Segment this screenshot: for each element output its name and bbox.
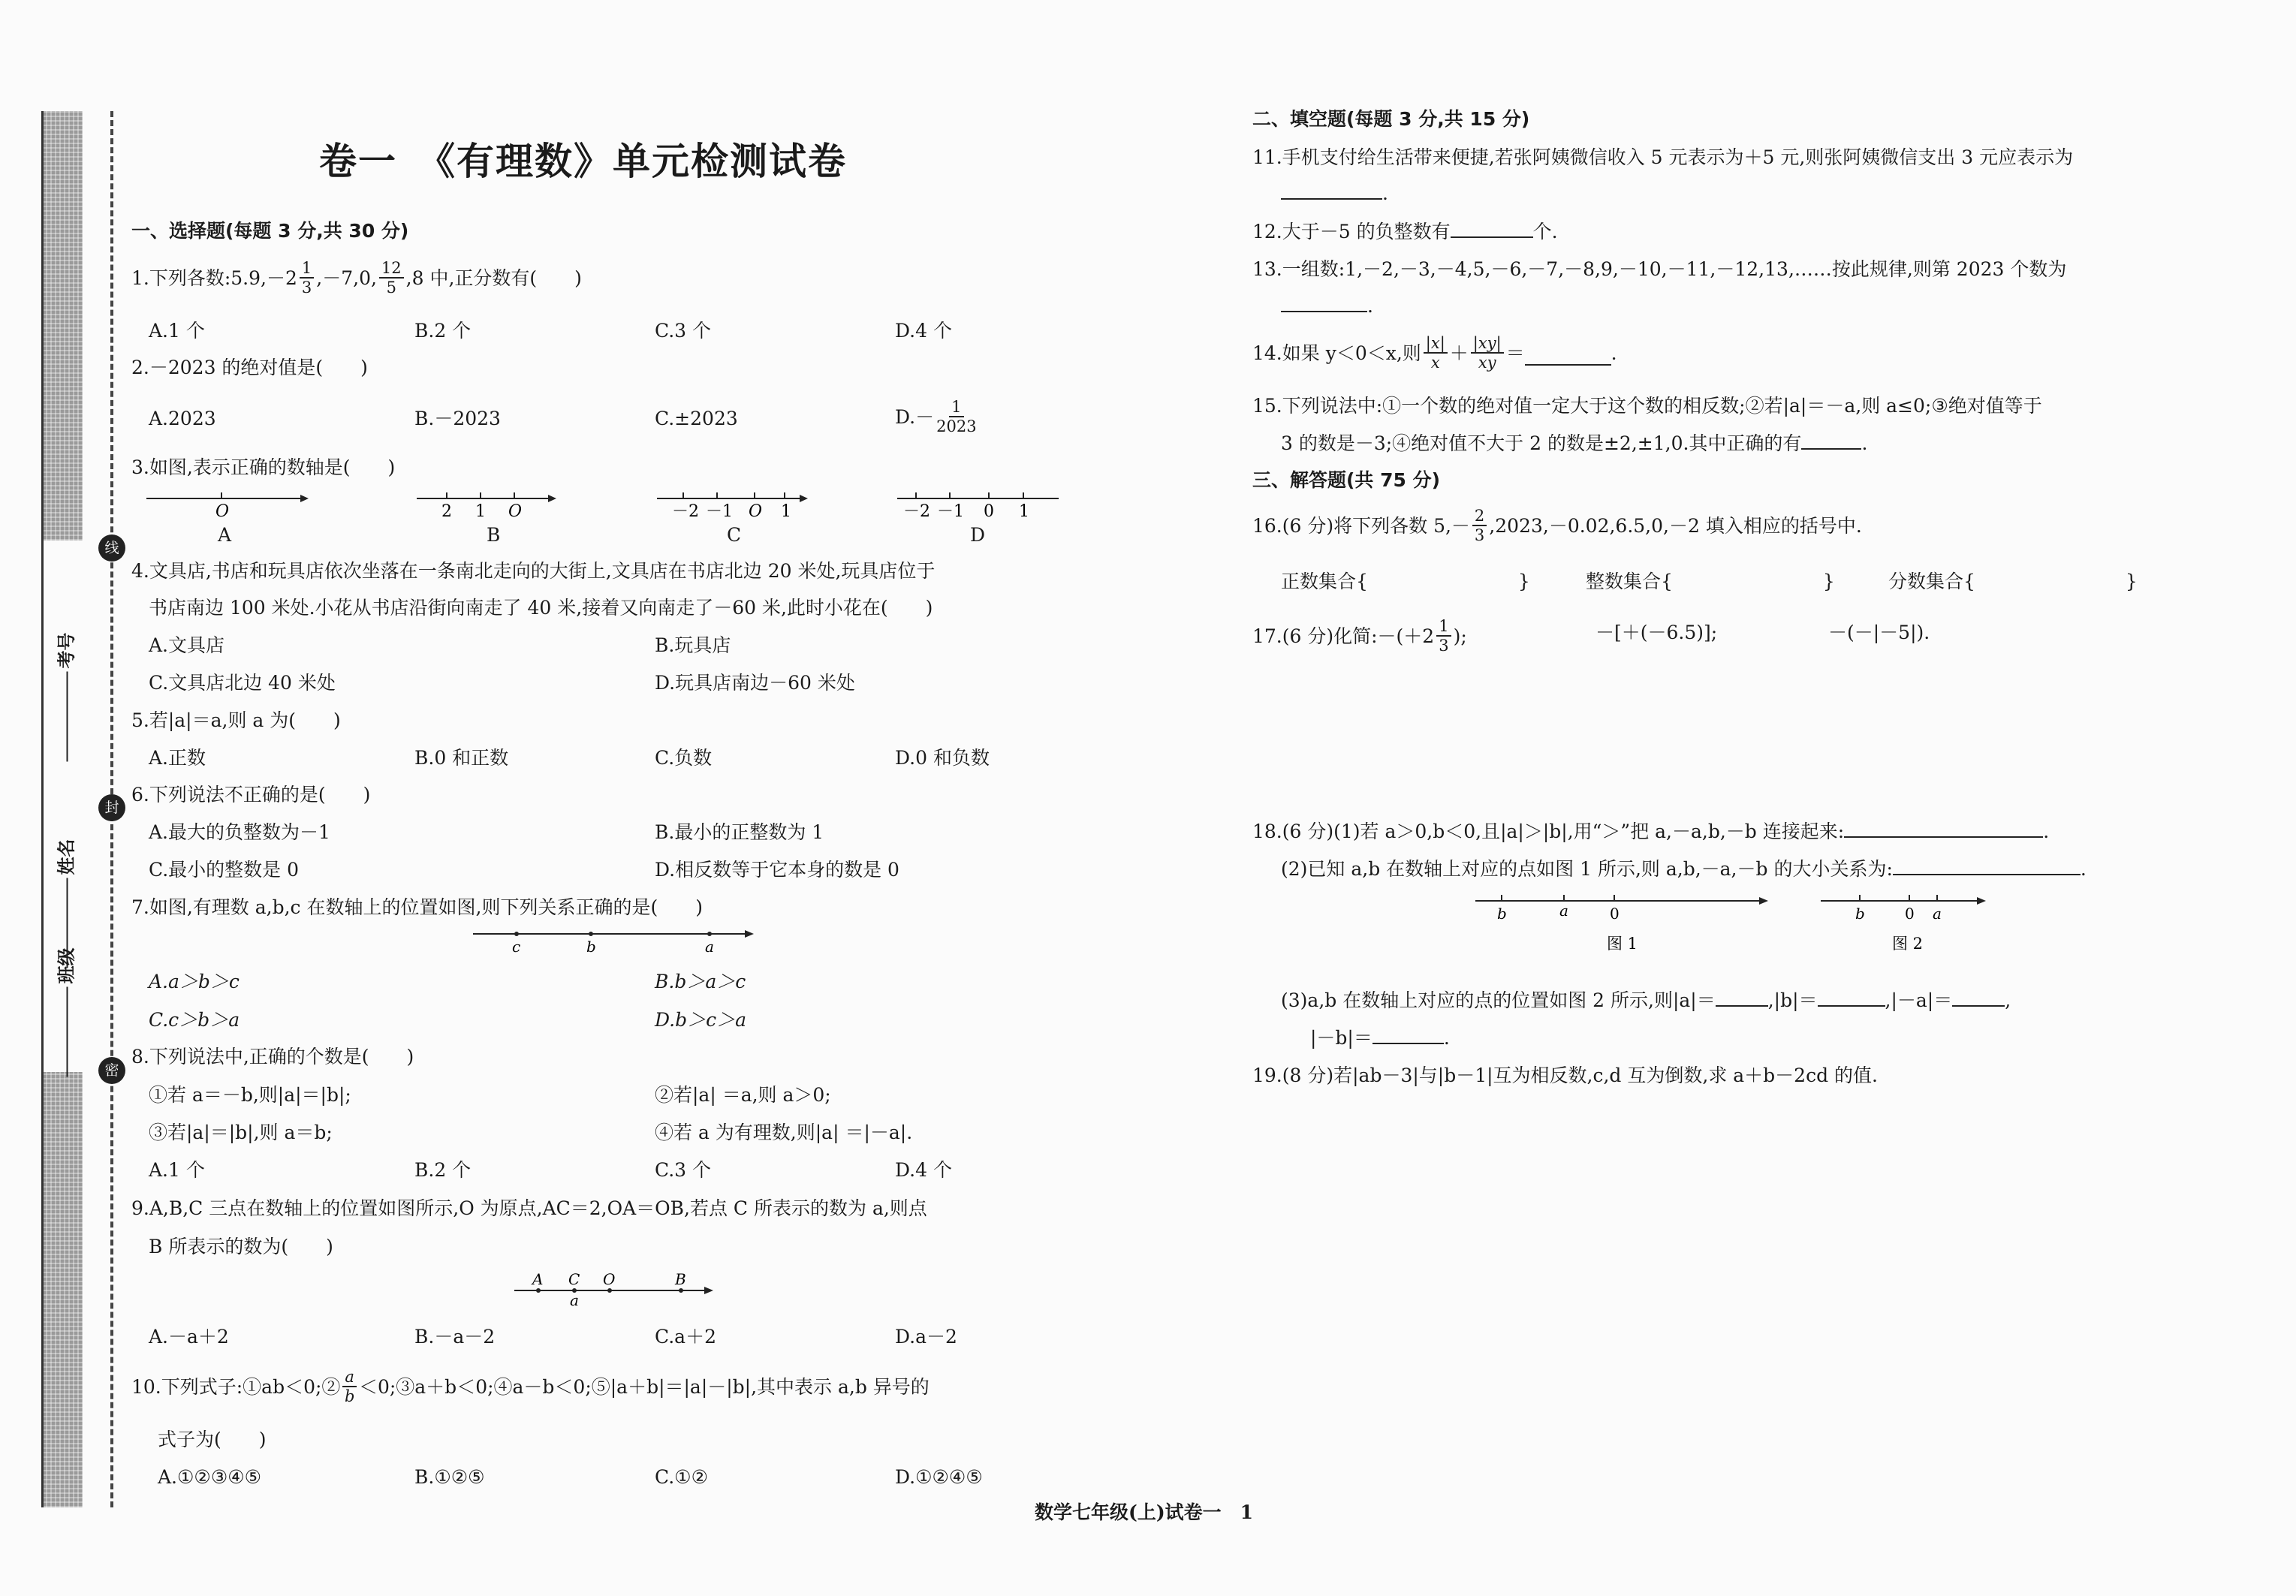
q17-expr-3: －(－|－5|). [1828, 622, 1930, 643]
q5-option-c[interactable]: C.负数 [655, 747, 713, 769]
q4-stem-line2: 书店南边 100 米处.小花从书店沿街向南走了 40 米,接着又向南走了－60 米,此时小花在( ) [149, 597, 933, 619]
q7-stem: 7.如图,有理数 a,b,c 在数轴上的位置如图,则下列关系正确的是( ) [131, 896, 703, 918]
q7-option-c[interactable]: C.c＞b＞a [149, 1009, 240, 1031]
exam-id-label: 考号 [56, 632, 77, 668]
page-footer: 数学七年级(上)试卷一 1 [1035, 1501, 1254, 1523]
q15-stem-line1: 15.下列说法中:①一个数的绝对值一定大于这个数的相反数;②若|a|＝－a,则 a≤0;③绝对值等于 [1252, 395, 2042, 417]
q3c-tick-1: 1 [781, 502, 791, 521]
q12-answer-blank[interactable] [1451, 235, 1533, 238]
q10-stem: 10.下列式子:①ab＜0;② $\frac{a}{b}$ ＜0;③a＋b＜0;④a－b＜0;⑤|a＋b|＝|a|－|b|,其中表示 a,b 异号的 [131, 1368, 930, 1406]
q16-fraction-set[interactable]: 分数集合{ } [1888, 571, 2138, 592]
q3-option-a[interactable]: A [218, 524, 232, 546]
q10-option-b[interactable]: B.①②⑤ [414, 1466, 485, 1488]
q6-option-d[interactable]: D.相反数等于它本身的数是 0 [655, 859, 899, 881]
q11-answer[interactable]: . [1281, 184, 1388, 203]
fig1-point-0: 0 [1610, 905, 1620, 923]
q3-axis-a [146, 488, 319, 533]
q2-option-c[interactable]: C.±2023 [655, 408, 738, 429]
class-field[interactable] [47, 946, 83, 1081]
q1-option-c[interactable]: C.3 个 [655, 320, 712, 342]
binding-strip-top [41, 111, 83, 541]
q10-option-a[interactable]: A.①②③④⑤ [158, 1466, 262, 1488]
q8-option-a[interactable]: A.1 个 [149, 1159, 205, 1181]
fig1-point-b: b [1497, 905, 1507, 923]
q8-option-b[interactable]: B.2 个 [414, 1159, 472, 1181]
q13-stem: 13.一组数:1,－2,－3,－4,5,－6,－7,－8,9,－10,－11,－12,13,……按此规律,则第 2023 个数为 [1252, 258, 2067, 280]
fig1-point-a: a [1559, 902, 1568, 920]
q9-value-a: a [570, 1291, 579, 1309]
q8-option-c[interactable]: C.3 个 [655, 1159, 712, 1181]
q9-stem-line2: B 所表示的数为( ) [149, 1236, 333, 1257]
q10-stem-line2: 式子为( ) [158, 1429, 267, 1450]
q9-point-b: B [675, 1270, 686, 1288]
q4-option-b[interactable]: B.玩具店 [655, 634, 731, 656]
q3-stem: 3.如图,表示正确的数轴是( ) [131, 456, 396, 478]
q5-stem: 5.若|a|＝a,则 a 为( ) [131, 709, 341, 731]
section-1-heading: 一、选择题(每题 3 分,共 30 分) [131, 220, 409, 242]
q11-stem: 11.手机支付给生活带来便捷,若张阿姨微信收入 5 元表示为＋5 元,则张阿姨微信支出 3 元应表示为 [1252, 146, 2074, 168]
q6-option-b[interactable]: B.最小的正整数为 1 [655, 821, 824, 843]
q9-point-a: A [532, 1270, 544, 1288]
q15-stem-line2: 3 的数是－3;④绝对值不大于 2 的数是±2,±1,0.其中正确的有 . [1281, 432, 1868, 454]
q14-answer-blank[interactable] [1525, 363, 1611, 366]
q9-point-c: C [568, 1270, 580, 1288]
q8-statement-1: ①若 a＝－b,则|a|＝|b|; [149, 1084, 351, 1106]
q3-axis-c [657, 488, 830, 533]
q18-abs-neg-b-blank[interactable] [1372, 1041, 1444, 1044]
q9-option-b[interactable]: B.－a－2 [414, 1326, 496, 1348]
exam-id-field[interactable] [47, 586, 83, 811]
q5-option-d[interactable]: D.0 和负数 [895, 747, 990, 769]
paper-title: 卷一 《有理数》单元检测试卷 [319, 140, 847, 183]
q1-stem: 1.下列各数:5.9,－2 $\frac{1}{3}$ ,－7,0, $\frac{12}{5}$ ,8 中,正分数有( ) [131, 259, 582, 297]
q7-point-a: a [705, 938, 714, 956]
seal-feng: 封 [98, 794, 125, 821]
q3d-tick-m2: －2 [903, 502, 930, 521]
q16-positive-set[interactable]: 正数集合{ } [1281, 571, 1530, 592]
q6-option-a[interactable]: A.最大的负整数为－1 [149, 821, 330, 843]
q9-stem-line1: 9.A,B,C 三点在数轴上的位置如图所示,O 为原点,AC＝2,OA＝OB,若点 C 所表示的数为 a,则点 [131, 1197, 927, 1219]
seal-mi: 密 [98, 1057, 125, 1084]
q3-option-d[interactable]: D [970, 524, 986, 546]
q18-part2-blank[interactable] [1893, 872, 2081, 875]
binding-strip-bottom [41, 1072, 83, 1507]
seal-xian: 线 [98, 535, 125, 562]
q17-expr-2: －[＋(－6.5)]; [1595, 622, 1718, 643]
q3c-tick-m1: －1 [706, 502, 733, 521]
q14-stem: 14.如果 y＜0＜x,则 $\frac{|x|}{x}$ ＋ $\frac{|xy|}{xy}$ ＝ . [1252, 334, 1617, 372]
q10-option-d[interactable]: D.①②④⑤ [895, 1466, 983, 1488]
q8-statement-3: ③若|a|＝|b|,则 a＝b; [149, 1122, 333, 1143]
q3d-tick-1: 1 [1019, 502, 1029, 521]
q5-option-a[interactable]: A.正数 [149, 747, 206, 769]
q15-answer-blank[interactable] [1801, 447, 1861, 450]
q9-option-c[interactable]: C.a＋2 [655, 1326, 716, 1348]
q7-number-line [473, 925, 758, 962]
q9-point-o: O [603, 1270, 616, 1288]
q7-option-b[interactable]: B.b＞a＞c [655, 971, 746, 992]
fig2-point-b: b [1855, 905, 1865, 923]
q16-stem: 16.(6 分)将下列各数 5,－ $\frac{2}{3}$ ,2023,－0.02,6.5,0,－2 填入相应的括号中. [1252, 507, 1862, 545]
q2-option-a[interactable]: A.2023 [149, 408, 216, 429]
q7-option-d[interactable]: D.b＞c＞a [655, 1009, 747, 1031]
q18-part1: 18.(6 分)(1)若 a＞0,b＜0,且|a|＞|b|,用“＞”把 a,－a,b,－b 连接起来: . [1252, 821, 2050, 842]
section-2-heading: 二、填空题(每题 3 分,共 15 分) [1252, 108, 1530, 130]
q3-option-c[interactable]: C [727, 524, 742, 546]
q7-point-b: b [586, 938, 596, 956]
q2-option-b[interactable]: B.－2023 [414, 408, 501, 429]
q3a-tick-o: O [215, 502, 230, 521]
q13-answer[interactable]: . [1281, 297, 1373, 315]
q7-point-c: c [512, 938, 521, 956]
q18-part3-line2: |－b|＝ . [1310, 1027, 1450, 1049]
q12-stem: 12.大于－5 的负整数有 个. [1252, 221, 1558, 242]
section-3-heading: 三、解答题(共 75 分) [1252, 469, 1441, 491]
q18-abs-neg-a-blank[interactable] [1952, 1004, 2005, 1007]
q8-option-d[interactable]: D.4 个 [895, 1159, 952, 1181]
fig2-point-0: 0 [1905, 905, 1915, 923]
q8-statement-2: ②若|a| ＝a,则 a＞0; [655, 1084, 831, 1106]
q1-option-b[interactable]: B.2 个 [414, 320, 472, 342]
q5-option-b[interactable]: B.0 和正数 [414, 747, 509, 769]
q18-figure-2 [1821, 892, 1993, 952]
q3b-tick-2: 2 [441, 502, 452, 521]
q8-statement-4: ④若 a 为有理数,则|a| ＝|－a|. [655, 1122, 913, 1143]
q3d-tick-m1: －1 [937, 502, 964, 521]
q18-part1-blank[interactable] [1844, 835, 2043, 838]
class-label: 班级 [56, 947, 77, 983]
q7-option-a[interactable]: A.a＞b＞c [149, 971, 240, 992]
q4-option-a[interactable]: A.文具店 [149, 634, 225, 656]
q17-expr-1: 17.(6 分)化简:－(＋2 $\frac{1}{3}$ ); [1252, 617, 1467, 655]
q18-part2: (2)已知 a,b 在数轴上对应的点如图 1 所示,则 a,b,－a,－b 的大小关系为: . [1281, 858, 2087, 880]
q4-stem-line1: 4.文具店,书店和玩具店依次坐落在一条南北走向的大街上,文具店在书店北边 20 米处,玩具店位于 [131, 560, 936, 582]
q3b-tick-1: 1 [475, 502, 486, 521]
q1-option-d[interactable]: D.4 个 [895, 320, 952, 342]
q6-option-c[interactable]: C.最小的整数是 0 [149, 859, 300, 881]
fig2-point-a: a [1933, 905, 1942, 923]
q9-number-line [514, 1272, 717, 1317]
q4-option-c[interactable]: C.文具店北边 40 米处 [149, 672, 336, 694]
q2-stem: 2.－2023 的绝对值是( ) [131, 357, 368, 378]
q19-stem: 19.(8 分)若|ab－3|与|b－1|互为相反数,c,d 互为倒数,求 a＋b－2cd 的值. [1252, 1065, 1878, 1086]
q3c-tick-m2: －2 [672, 502, 699, 521]
q18-abs-b-blank[interactable] [1818, 1004, 1885, 1007]
q2-option-d[interactable]: D.－ $\frac{1}{2023}$ [895, 398, 977, 436]
binding-line [41, 111, 44, 1507]
q4-option-d[interactable]: D.玩具店南边－60 米处 [655, 672, 855, 694]
q9-option-a[interactable]: A.－a＋2 [149, 1326, 229, 1348]
fig1-caption: 图 1 [1607, 935, 1638, 953]
fig2-caption: 图 2 [1892, 935, 1924, 953]
q16-integer-set[interactable]: 整数集合{ } [1586, 571, 1835, 592]
student-name-label: 姓名 [56, 839, 77, 875]
q1-option-a[interactable]: A.1 个 [149, 320, 205, 342]
q18-part3: (3)a,b 在数轴上对应的点的位置如图 2 所示,则|a|＝ ,|b|＝ ,|－a|＝ , [1281, 989, 2011, 1011]
q6-stem: 6.下列说法不正确的是( ) [131, 784, 371, 806]
q18-figure-1 [1475, 892, 1776, 952]
q3-option-b[interactable]: B [487, 524, 501, 546]
q8-stem: 8.下列说法中,正确的个数是( ) [131, 1046, 414, 1068]
q10-option-c[interactable]: C.①② [655, 1466, 709, 1488]
q3b-tick-o: O [508, 502, 523, 521]
q9-option-d[interactable]: D.a－2 [895, 1326, 957, 1348]
q18-abs-a-blank[interactable] [1716, 1004, 1768, 1007]
q3-axis-b [417, 488, 589, 533]
q3c-tick-o: O [749, 502, 763, 521]
q3d-tick-0: 0 [984, 502, 994, 521]
